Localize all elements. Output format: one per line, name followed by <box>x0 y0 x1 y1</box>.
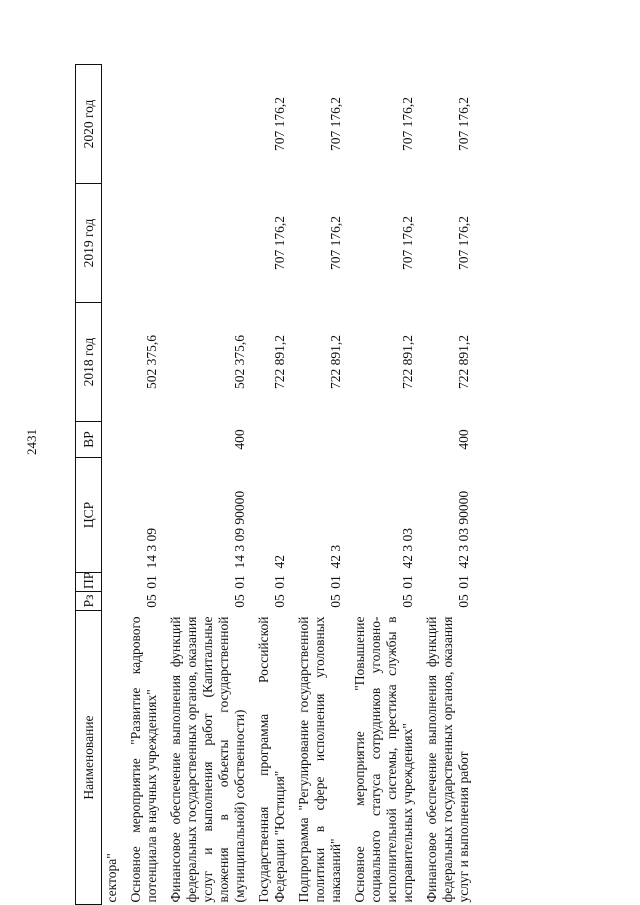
row-vr: 400 <box>232 429 247 450</box>
row-pr: 01 <box>400 575 415 589</box>
row-2020: 707 176,2 <box>456 97 471 151</box>
row-2019: 707 176,2 <box>328 216 343 270</box>
row-2019: 707 176,2 <box>456 216 471 270</box>
row-rz: 05 <box>400 594 415 608</box>
row-2018: 722 891,2 <box>328 335 343 389</box>
header-2019: 2019 год <box>76 184 102 303</box>
row-2018: 722 891,2 <box>456 335 471 389</box>
budget-table <box>75 64 480 905</box>
row-vr: 400 <box>456 429 471 450</box>
header-2018: 2018 год <box>76 303 102 422</box>
header-rz: Рз <box>76 592 102 611</box>
row-pr: 01 <box>232 575 247 589</box>
header-2020: 2020 год <box>76 65 102 184</box>
table-row <box>256 65 296 905</box>
row-name: Подпрограмма "Регулирование государственной политики в сфере исполнения уголовных наказаний" <box>296 616 343 903</box>
row-name: Государственная программа Российской Федерации "Юстиция" <box>256 616 287 903</box>
row-rz: 05 <box>328 594 343 608</box>
row-2020 <box>128 65 168 184</box>
row-2019: 707 176,2 <box>272 216 287 270</box>
row-pr: 01 <box>272 575 287 589</box>
row-2019 <box>128 184 168 303</box>
row-2020: 707 176,2 <box>400 97 415 151</box>
table-row <box>424 65 480 905</box>
table-row <box>128 65 168 905</box>
continuation-row <box>102 65 129 905</box>
row-name: Финансовое обеспечение выполнения функций федеральных государственных органов, оказания услуг и выполнения работ (Капитальные вложения в объекты государственной (муниципальной) собственности) <box>168 616 247 903</box>
table-row <box>296 65 352 905</box>
row-pr: 01 <box>456 575 471 589</box>
row-2018: 502 375,6 <box>144 335 159 389</box>
row-name: Финансовое обеспечение выполнения функций федеральных государственных органов, оказания услуг и выполнения работ <box>424 616 471 903</box>
row-csr: 42 3 03 90000 <box>456 490 471 569</box>
header-csr: ЦСР <box>76 458 102 573</box>
header-vr: ВР <box>76 422 102 458</box>
row-pr: 01 <box>328 575 343 589</box>
row-csr: 42 3 <box>328 544 343 569</box>
row-pr: 01 <box>144 575 159 589</box>
row-2018: 722 891,2 <box>400 335 415 389</box>
row-2020: 707 176,2 <box>272 97 287 151</box>
row-vr <box>128 422 168 458</box>
header-pr: ПР <box>76 573 102 592</box>
table-header-row <box>76 65 102 905</box>
continuation-text: сектора" <box>104 853 119 903</box>
row-2019 <box>168 184 256 303</box>
table-row <box>168 65 256 905</box>
row-vr <box>256 422 296 458</box>
row-rz: 05 <box>144 594 159 608</box>
page-number: 2431 <box>24 429 39 455</box>
table-row <box>352 65 424 905</box>
row-name: Основное мероприятие "Повышение социального статуса сотрудников уголовно-исполнительной системы, престижа службы в исправительных учреждениях" <box>352 616 415 903</box>
row-2020: 707 176,2 <box>328 97 343 151</box>
row-2020 <box>168 65 256 184</box>
row-2019: 707 176,2 <box>400 216 415 270</box>
header-name: Наименование <box>76 611 102 905</box>
row-csr: 42 3 03 <box>400 528 415 569</box>
row-vr <box>352 422 424 458</box>
row-csr: 14 3 09 90000 <box>232 490 247 569</box>
row-2018: 502 375,6 <box>232 335 247 389</box>
row-2018: 722 891,2 <box>272 335 287 389</box>
row-csr: 42 <box>272 555 287 569</box>
row-name: Основное мероприятие "Развитие кадрового потенциала в научных учреждениях" <box>128 616 159 903</box>
row-rz: 05 <box>232 594 247 608</box>
row-rz: 05 <box>456 594 471 608</box>
row-vr <box>296 422 352 458</box>
row-rz: 05 <box>272 594 287 608</box>
row-csr: 14 3 09 <box>144 528 159 569</box>
